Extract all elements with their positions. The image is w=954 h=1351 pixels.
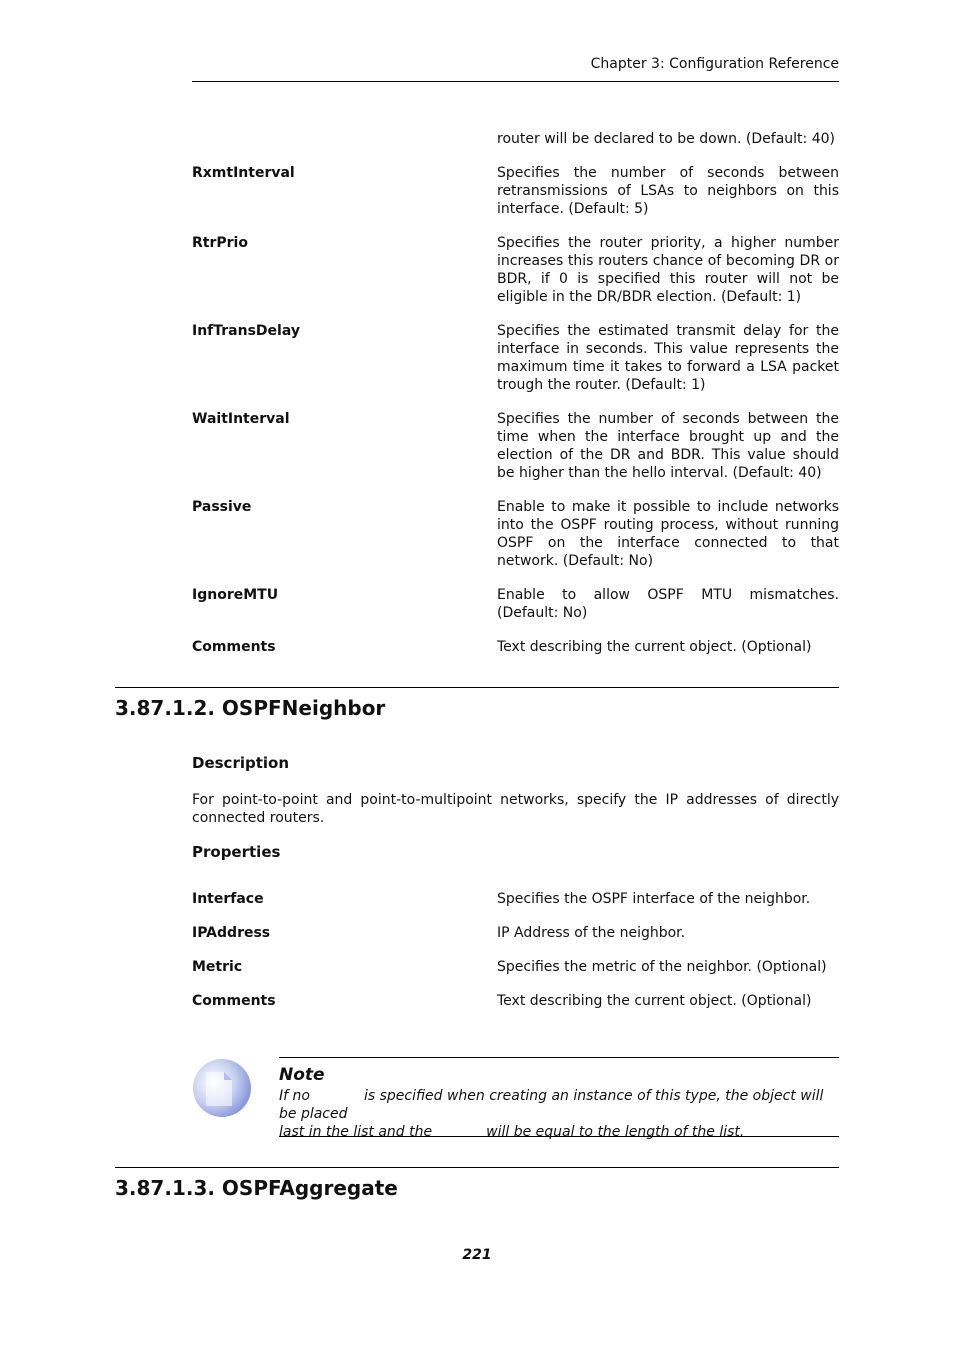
property-desc: Enable to allow OSPF MTU mismatches. (Default: No) <box>497 587 839 621</box>
note-line-1 <box>279 1087 839 1123</box>
property-name: RxmtInterval <box>192 165 295 181</box>
property-list-neighbor <box>192 890 839 1026</box>
property-desc: Enable to make it possible to include networks into the OSPF routing process, without running OSPF on the interface connected to that network. (Default: No) <box>497 499 839 569</box>
property-name: Comments <box>192 993 276 1009</box>
property-name: Metric <box>192 959 243 975</box>
property-row <box>192 586 839 622</box>
property-name: Interface <box>192 891 264 907</box>
property-desc: Text describing the current object. (Optional) <box>497 993 812 1009</box>
property-desc: Specifies the OSPF interface of the neighbor. <box>497 891 811 907</box>
page-header <box>192 55 839 82</box>
property-desc: Specifies the estimated transmit delay for the interface in seconds. This value represents the maximum time it takes to forward a LSA packet trough the router. (Default: 1) <box>497 323 839 393</box>
note-text <box>279 1087 839 1141</box>
property-row <box>192 638 839 656</box>
chapter-title: Chapter 3: Configuration Reference <box>590 56 839 72</box>
property-desc: IP Address of the neighbor. <box>497 925 686 941</box>
description-heading: Description <box>192 754 290 772</box>
property-name: InfTransDelay <box>192 323 300 339</box>
page-number: 221 <box>462 1247 492 1263</box>
section-title-ospfaggregate: 3.87.1.3. OSPFAggregate <box>115 1167 839 1200</box>
note-icon <box>192 1058 252 1118</box>
property-desc: Specifies the number of seconds between retransmissions of LSAs to neighbors on this interface. (Default: 5) <box>497 165 839 217</box>
note-line-2 <box>279 1123 839 1141</box>
property-desc: router will be declared to be down. (Default: 40) <box>497 131 835 147</box>
property-desc: Specifies the metric of the neighbor. (Optional) <box>497 959 827 975</box>
note-text-segment: If no <box>279 1088 310 1104</box>
property-name: IPAddress <box>192 925 271 941</box>
property-row <box>192 164 839 218</box>
property-list-top <box>192 130 839 672</box>
property-row <box>192 890 839 908</box>
description-text: For point-to-point and point-to-multipoint networks, specify the IP addresses of directly connected routers. <box>192 792 839 826</box>
property-row <box>192 410 839 482</box>
properties-heading: Properties <box>192 843 281 861</box>
property-desc: Text describing the current object. (Optional) <box>497 639 812 655</box>
property-row <box>192 234 839 306</box>
section-title-ospfneighbor: 3.87.1.2. OSPFNeighbor <box>115 687 839 720</box>
property-row-continued <box>192 130 839 148</box>
property-desc: Specifies the number of seconds between the time when the interface brought up and the election of the DR and BDR. This value should be higher than the hello interval. (Default: 40) <box>497 411 839 481</box>
property-row <box>192 924 839 942</box>
property-name: Passive <box>192 499 252 515</box>
property-desc: Specifies the router priority, a higher number increases this routers chance of becoming DR or BDR, if 0 is specified this router will not be eligible in the DR/BDR election. (Default: 1) <box>497 235 839 305</box>
note-text-segment: is specified when creating an instance of this type, the object will be placed <box>279 1088 824 1122</box>
property-name: RtrPrio <box>192 235 248 251</box>
note-text-segment: will be equal to the length of the list. <box>486 1124 745 1140</box>
property-row <box>192 958 839 976</box>
property-row <box>192 498 839 570</box>
note-text-segment: last in the list and the <box>279 1124 433 1140</box>
property-row <box>192 322 839 394</box>
note-title: Note <box>279 1065 325 1085</box>
property-name: WaitInterval <box>192 411 290 427</box>
property-name: Comments <box>192 639 276 655</box>
property-row <box>192 992 839 1010</box>
note-box <box>279 1057 839 1140</box>
property-name: IgnoreMTU <box>192 587 279 603</box>
